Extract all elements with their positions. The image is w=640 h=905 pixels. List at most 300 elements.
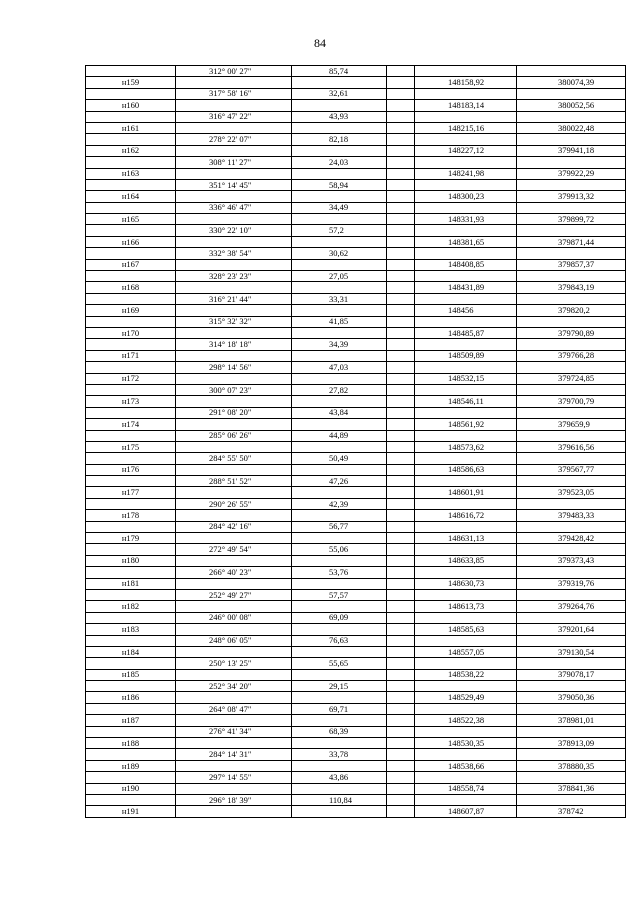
- point-cell-empty: [86, 134, 176, 145]
- spacer-cell: [387, 88, 415, 99]
- spacer-cell: [387, 806, 415, 817]
- x-coordinate: 148585,63: [415, 624, 517, 635]
- spacer-cell: [387, 134, 415, 145]
- angle-cell-empty: [176, 191, 292, 202]
- spacer-cell: [387, 339, 415, 350]
- segment-row: [86, 589, 626, 600]
- spacer-cell: [387, 658, 415, 669]
- bearing-angle: 291° 08' 20": [176, 407, 292, 418]
- distance-cell-empty: [292, 419, 387, 430]
- point-cell-empty: [86, 66, 176, 77]
- point-row: [86, 692, 626, 703]
- distance-cell-empty: [292, 373, 387, 384]
- segment-distance: 43,86: [292, 772, 387, 783]
- x-cell-empty: [415, 179, 517, 190]
- angle-cell-empty: [176, 806, 292, 817]
- y-cell-empty: [517, 635, 626, 646]
- bearing-angle: 298° 14' 56": [176, 362, 292, 373]
- point-name: н163: [86, 168, 176, 179]
- point-row: [86, 783, 626, 794]
- y-cell-empty: [517, 339, 626, 350]
- spacer-cell: [387, 168, 415, 179]
- angle-cell-empty: [176, 487, 292, 498]
- x-cell-empty: [415, 703, 517, 714]
- spacer-cell: [387, 430, 415, 441]
- y-coordinate: 379766,28: [517, 350, 626, 361]
- x-coordinate: 148529,49: [415, 692, 517, 703]
- point-row: [86, 259, 626, 270]
- spacer-cell: [387, 783, 415, 794]
- spacer-cell: [387, 179, 415, 190]
- point-cell-empty: [86, 248, 176, 259]
- bearing-angle: 297° 14' 55": [176, 772, 292, 783]
- y-cell-empty: [517, 544, 626, 555]
- segment-row: [86, 772, 626, 783]
- spacer-cell: [387, 419, 415, 430]
- spacer-cell: [387, 544, 415, 555]
- segment-distance: 43,93: [292, 111, 387, 122]
- point-cell-empty: [86, 88, 176, 99]
- segment-distance: 44,89: [292, 430, 387, 441]
- y-coordinate: 379724,85: [517, 373, 626, 384]
- point-cell-empty: [86, 339, 176, 350]
- x-coordinate: 148561,92: [415, 419, 517, 430]
- point-name: н166: [86, 236, 176, 247]
- bearing-angle: 285° 06' 26": [176, 430, 292, 441]
- angle-cell-empty: [176, 145, 292, 156]
- spacer-cell: [387, 646, 415, 657]
- distance-cell-empty: [292, 760, 387, 771]
- segment-row: [86, 658, 626, 669]
- point-row: [86, 419, 626, 430]
- y-coordinate: 379922,29: [517, 168, 626, 179]
- y-cell-empty: [517, 612, 626, 623]
- x-coordinate: 148538,66: [415, 760, 517, 771]
- bearing-angle: 315° 32' 32": [176, 316, 292, 327]
- point-cell-empty: [86, 749, 176, 760]
- segment-row: [86, 544, 626, 555]
- y-cell-empty: [517, 88, 626, 99]
- segment-row: [86, 681, 626, 692]
- spacer-cell: [387, 601, 415, 612]
- y-cell-empty: [517, 157, 626, 168]
- segment-distance: 42,39: [292, 498, 387, 509]
- y-coordinate: 379913,32: [517, 191, 626, 202]
- angle-cell-empty: [176, 783, 292, 794]
- point-cell-empty: [86, 407, 176, 418]
- spacer-cell: [387, 316, 415, 327]
- bearing-angle: 266° 40' 23": [176, 567, 292, 578]
- segment-row: [86, 179, 626, 190]
- bearing-angle: 351° 14' 45": [176, 179, 292, 190]
- point-cell-empty: [86, 453, 176, 464]
- y-coordinate: 380022,48: [517, 122, 626, 133]
- spacer-cell: [387, 624, 415, 635]
- x-coordinate: 148300,23: [415, 191, 517, 202]
- point-name: н183: [86, 624, 176, 635]
- point-row: [86, 77, 626, 88]
- segment-row: [86, 476, 626, 487]
- point-cell-empty: [86, 293, 176, 304]
- x-cell-empty: [415, 362, 517, 373]
- x-cell-empty: [415, 749, 517, 760]
- spacer-cell: [387, 441, 415, 452]
- bearing-angle: 332° 38' 54": [176, 248, 292, 259]
- point-cell-empty: [86, 681, 176, 692]
- distance-cell-empty: [292, 510, 387, 521]
- x-coordinate: 148381,65: [415, 236, 517, 247]
- angle-cell-empty: [176, 692, 292, 703]
- y-cell-empty: [517, 316, 626, 327]
- point-cell-empty: [86, 658, 176, 669]
- bearing-angle: 272° 49' 54": [176, 544, 292, 555]
- x-cell-empty: [415, 339, 517, 350]
- x-coordinate: 148631,13: [415, 533, 517, 544]
- spacer-cell: [387, 453, 415, 464]
- segment-distance: 68,39: [292, 726, 387, 737]
- bearing-angle: 336° 46' 47": [176, 202, 292, 213]
- point-name: н165: [86, 214, 176, 225]
- bearing-angle: 300° 07' 23": [176, 384, 292, 395]
- point-cell-empty: [86, 476, 176, 487]
- distance-cell-empty: [292, 77, 387, 88]
- point-name: н175: [86, 441, 176, 452]
- segment-distance: 29,15: [292, 681, 387, 692]
- angle-cell-empty: [176, 760, 292, 771]
- point-row: [86, 624, 626, 635]
- y-cell-empty: [517, 703, 626, 714]
- y-cell-empty: [517, 384, 626, 395]
- bearing-angle: 278° 22' 07": [176, 134, 292, 145]
- angle-cell-empty: [176, 624, 292, 635]
- segment-row: [86, 521, 626, 532]
- point-cell-empty: [86, 316, 176, 327]
- point-row: [86, 669, 626, 680]
- point-name: н167: [86, 259, 176, 270]
- spacer-cell: [387, 384, 415, 395]
- point-name: н181: [86, 578, 176, 589]
- spacer-cell: [387, 225, 415, 236]
- segment-row: [86, 726, 626, 737]
- point-cell-empty: [86, 111, 176, 122]
- x-cell-empty: [415, 795, 517, 806]
- segment-distance: 32,61: [292, 88, 387, 99]
- segment-distance: 110,84: [292, 795, 387, 806]
- y-coordinate: 379616,56: [517, 441, 626, 452]
- segment-distance: 85,74: [292, 66, 387, 77]
- point-cell-empty: [86, 589, 176, 600]
- x-cell-empty: [415, 612, 517, 623]
- bearing-angle: 312° 00' 27": [176, 66, 292, 77]
- y-coordinate: 380052,56: [517, 100, 626, 111]
- x-cell-empty: [415, 66, 517, 77]
- point-row: [86, 555, 626, 566]
- y-cell-empty: [517, 271, 626, 282]
- point-name: н170: [86, 327, 176, 338]
- x-cell-empty: [415, 384, 517, 395]
- y-cell-empty: [517, 293, 626, 304]
- point-row: [86, 145, 626, 156]
- segment-row: [86, 293, 626, 304]
- segment-row: [86, 498, 626, 509]
- point-name: н178: [86, 510, 176, 521]
- point-name: н160: [86, 100, 176, 111]
- angle-cell-empty: [176, 236, 292, 247]
- segment-distance: 33,78: [292, 749, 387, 760]
- segment-row: [86, 66, 626, 77]
- y-cell-empty: [517, 362, 626, 373]
- spacer-cell: [387, 305, 415, 316]
- y-coordinate: 379941,18: [517, 145, 626, 156]
- segment-row: [86, 453, 626, 464]
- spacer-cell: [387, 681, 415, 692]
- segment-row: [86, 202, 626, 213]
- y-coordinate: 379050,36: [517, 692, 626, 703]
- angle-cell-empty: [176, 122, 292, 133]
- point-name: н179: [86, 533, 176, 544]
- y-coordinate: 379078,17: [517, 669, 626, 680]
- distance-cell-empty: [292, 236, 387, 247]
- spacer-cell: [387, 749, 415, 760]
- spacer-cell: [387, 111, 415, 122]
- point-row: [86, 100, 626, 111]
- y-cell-empty: [517, 66, 626, 77]
- point-name: н186: [86, 692, 176, 703]
- y-cell-empty: [517, 521, 626, 532]
- distance-cell-empty: [292, 305, 387, 316]
- x-cell-empty: [415, 567, 517, 578]
- y-cell-empty: [517, 726, 626, 737]
- x-coordinate: 148522,38: [415, 715, 517, 726]
- point-name: н159: [86, 77, 176, 88]
- distance-cell-empty: [292, 168, 387, 179]
- x-coordinate: 148586,63: [415, 464, 517, 475]
- point-cell-empty: [86, 430, 176, 441]
- x-cell-empty: [415, 635, 517, 646]
- point-row: [86, 282, 626, 293]
- angle-cell-empty: [176, 327, 292, 338]
- spacer-cell: [387, 259, 415, 270]
- y-coordinate: 379659,9: [517, 419, 626, 430]
- y-coordinate: 379523,05: [517, 487, 626, 498]
- bearing-angle: 314° 18' 18": [176, 339, 292, 350]
- point-row: [86, 487, 626, 498]
- distance-cell-empty: [292, 533, 387, 544]
- point-row: [86, 122, 626, 133]
- x-cell-empty: [415, 293, 517, 304]
- y-cell-empty: [517, 772, 626, 783]
- spacer-cell: [387, 293, 415, 304]
- angle-cell-empty: [176, 214, 292, 225]
- y-coordinate: 379428,42: [517, 533, 626, 544]
- distance-cell-empty: [292, 692, 387, 703]
- x-coordinate: 148227,12: [415, 145, 517, 156]
- segment-row: [86, 88, 626, 99]
- segment-distance: 58,94: [292, 179, 387, 190]
- bearing-angle: 328° 23' 23": [176, 271, 292, 282]
- point-cell-empty: [86, 612, 176, 623]
- segment-row: [86, 407, 626, 418]
- x-coordinate: 148538,22: [415, 669, 517, 680]
- distance-cell-empty: [292, 464, 387, 475]
- x-cell-empty: [415, 453, 517, 464]
- segment-distance: 33,31: [292, 293, 387, 304]
- x-cell-empty: [415, 111, 517, 122]
- y-cell-empty: [517, 749, 626, 760]
- angle-cell-empty: [176, 578, 292, 589]
- segment-row: [86, 225, 626, 236]
- x-coordinate: 148408,85: [415, 259, 517, 270]
- spacer-cell: [387, 396, 415, 407]
- spacer-cell: [387, 271, 415, 282]
- point-name: н184: [86, 646, 176, 657]
- angle-cell-empty: [176, 419, 292, 430]
- y-cell-empty: [517, 476, 626, 487]
- distance-cell-empty: [292, 715, 387, 726]
- segment-row: [86, 339, 626, 350]
- spacer-cell: [387, 327, 415, 338]
- bearing-angle: 317° 58' 16": [176, 88, 292, 99]
- point-name: н190: [86, 783, 176, 794]
- x-cell-empty: [415, 544, 517, 555]
- angle-cell-empty: [176, 100, 292, 111]
- point-cell-empty: [86, 635, 176, 646]
- spacer-cell: [387, 373, 415, 384]
- x-coordinate: 148558,74: [415, 783, 517, 794]
- point-row: [86, 191, 626, 202]
- segment-row: [86, 111, 626, 122]
- segment-distance: 55,06: [292, 544, 387, 555]
- point-name: н168: [86, 282, 176, 293]
- x-coordinate: 148331,93: [415, 214, 517, 225]
- segment-distance: 47,26: [292, 476, 387, 487]
- y-coordinate: 378981,01: [517, 715, 626, 726]
- segment-row: [86, 795, 626, 806]
- x-cell-empty: [415, 476, 517, 487]
- bearing-angle: 316° 47' 22": [176, 111, 292, 122]
- spacer-cell: [387, 248, 415, 259]
- x-coordinate: 148532,15: [415, 373, 517, 384]
- segment-distance: 50,49: [292, 453, 387, 464]
- spacer-cell: [387, 282, 415, 293]
- spacer-cell: [387, 521, 415, 532]
- y-coordinate: 379567,77: [517, 464, 626, 475]
- segment-distance: 27,82: [292, 384, 387, 395]
- point-cell-empty: [86, 703, 176, 714]
- y-coordinate: 379820,2: [517, 305, 626, 316]
- distance-cell-empty: [292, 669, 387, 680]
- y-coordinate: 379264,76: [517, 601, 626, 612]
- x-coordinate: 148241,98: [415, 168, 517, 179]
- point-name: н176: [86, 464, 176, 475]
- x-cell-empty: [415, 316, 517, 327]
- y-cell-empty: [517, 795, 626, 806]
- point-name: н177: [86, 487, 176, 498]
- segment-distance: 30,62: [292, 248, 387, 259]
- segment-row: [86, 384, 626, 395]
- bearing-angle: 296° 18' 39": [176, 795, 292, 806]
- spacer-cell: [387, 669, 415, 680]
- x-cell-empty: [415, 134, 517, 145]
- y-coordinate: 379319,76: [517, 578, 626, 589]
- x-coordinate: 148601,91: [415, 487, 517, 498]
- angle-cell-empty: [176, 533, 292, 544]
- x-cell-empty: [415, 658, 517, 669]
- y-coordinate: 380074,39: [517, 77, 626, 88]
- spacer-cell: [387, 510, 415, 521]
- point-cell-empty: [86, 498, 176, 509]
- x-cell-empty: [415, 248, 517, 259]
- point-row: [86, 760, 626, 771]
- spacer-cell: [387, 362, 415, 373]
- spacer-cell: [387, 122, 415, 133]
- segment-distance: 34,39: [292, 339, 387, 350]
- distance-cell-empty: [292, 578, 387, 589]
- point-name: н172: [86, 373, 176, 384]
- angle-cell-empty: [176, 77, 292, 88]
- angle-cell-empty: [176, 738, 292, 749]
- point-row: [86, 396, 626, 407]
- x-coordinate: 148431,89: [415, 282, 517, 293]
- x-coordinate: 148613,73: [415, 601, 517, 612]
- point-name: н191: [86, 806, 176, 817]
- point-row: [86, 373, 626, 384]
- segment-distance: 69,09: [292, 612, 387, 623]
- point-row: [86, 214, 626, 225]
- y-cell-empty: [517, 658, 626, 669]
- segment-row: [86, 567, 626, 578]
- segment-row: [86, 157, 626, 168]
- y-coordinate: 378742: [517, 806, 626, 817]
- x-coordinate: 148183,14: [415, 100, 517, 111]
- bearing-angle: 248° 06' 05": [176, 635, 292, 646]
- point-row: [86, 578, 626, 589]
- point-name: н189: [86, 760, 176, 771]
- spacer-cell: [387, 692, 415, 703]
- bearing-angle: 316° 21' 44": [176, 293, 292, 304]
- y-cell-empty: [517, 225, 626, 236]
- bearing-angle: 284° 14' 31": [176, 749, 292, 760]
- x-cell-empty: [415, 521, 517, 532]
- x-cell-empty: [415, 726, 517, 737]
- distance-cell-empty: [292, 601, 387, 612]
- x-cell-empty: [415, 407, 517, 418]
- segment-distance: 24,03: [292, 157, 387, 168]
- bearing-angle: 250° 13' 25": [176, 658, 292, 669]
- spacer-cell: [387, 66, 415, 77]
- segment-row: [86, 703, 626, 714]
- segment-row: [86, 430, 626, 441]
- y-coordinate: 379373,43: [517, 555, 626, 566]
- x-coordinate: 148607,87: [415, 806, 517, 817]
- point-cell-empty: [86, 179, 176, 190]
- x-coordinate: 148530,35: [415, 738, 517, 749]
- x-coordinate: 148557,05: [415, 646, 517, 657]
- y-coordinate: 379700,79: [517, 396, 626, 407]
- distance-cell-empty: [292, 327, 387, 338]
- segment-distance: 55,65: [292, 658, 387, 669]
- point-cell-empty: [86, 795, 176, 806]
- point-row: [86, 441, 626, 452]
- bearing-angle: 330° 22' 10": [176, 225, 292, 236]
- x-coordinate: 148633,85: [415, 555, 517, 566]
- point-row: [86, 715, 626, 726]
- segment-distance: 47,03: [292, 362, 387, 373]
- segment-distance: 56,77: [292, 521, 387, 532]
- y-cell-empty: [517, 202, 626, 213]
- segment-distance: 57,2: [292, 225, 387, 236]
- point-name: н169: [86, 305, 176, 316]
